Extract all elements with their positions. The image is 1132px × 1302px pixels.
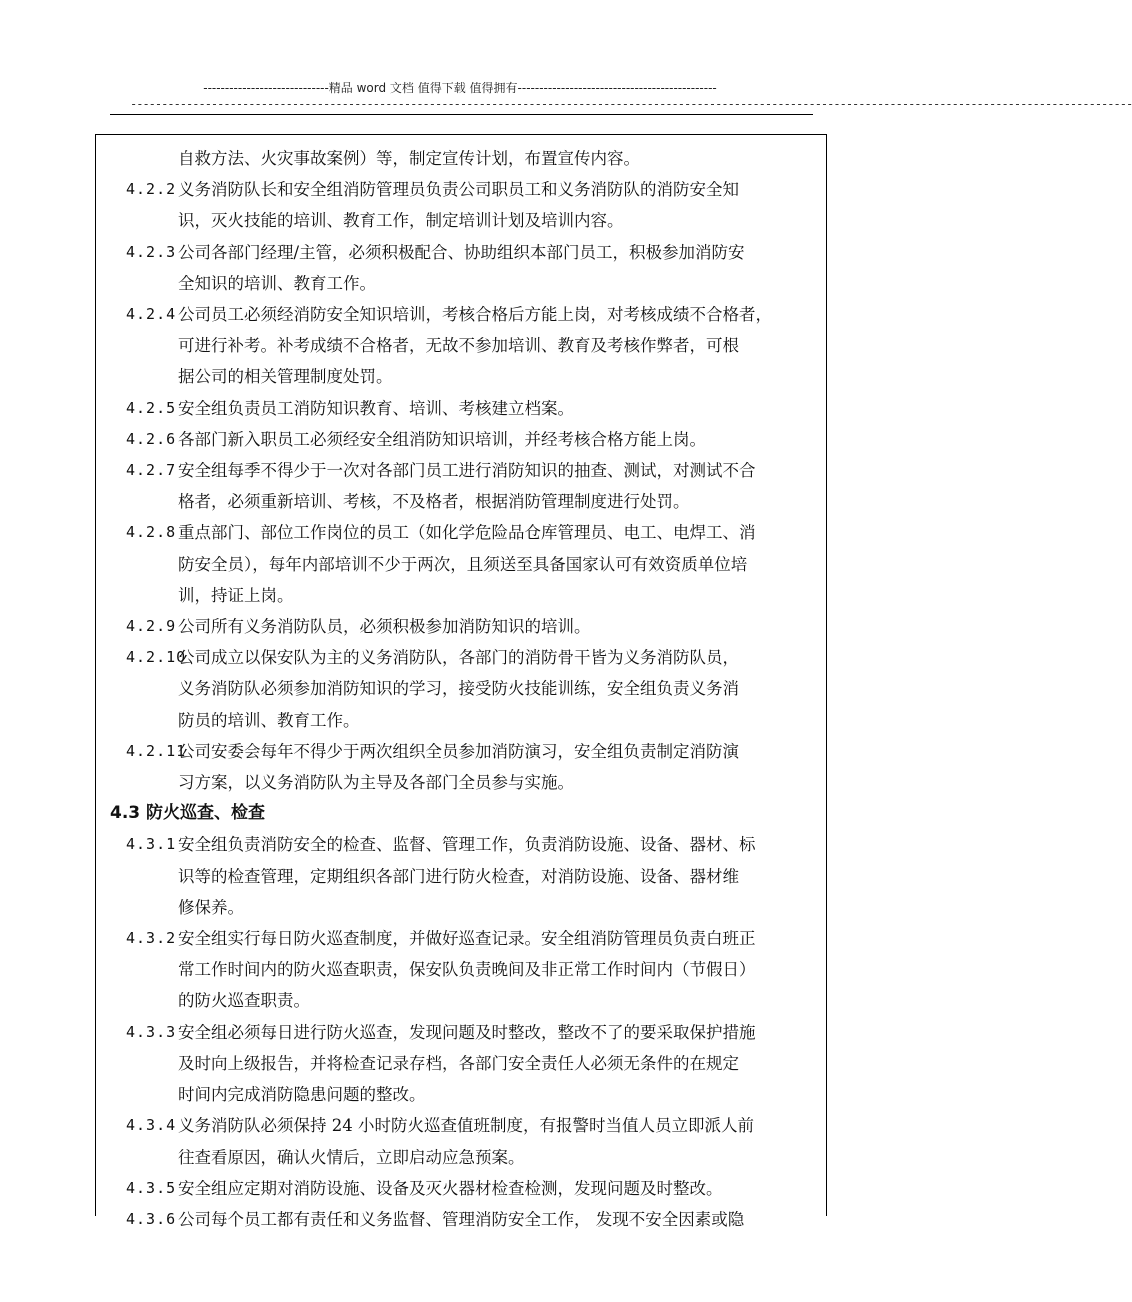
clause-text-line: 识，灭火技能的培训、教育工作，制定培训计划及培训内容。 [178,211,624,231]
header-banner: -----------------------------精品 word 文档 值得下载 值得拥有---------------------------------------------- [203,81,717,95]
clause-4-2-2 [96,174,826,236]
clause-4-3-3 [96,1017,826,1111]
clause-text-line: 义务消防队必须保持 24 小时防火巡查值班制度，有报警时当值人员立即派人前 [178,1116,754,1136]
clause-number: 4.2.9 [126,617,177,636]
clause-4-2-9 [96,611,826,642]
clause-text-line: 防员的培训、教育工作。 [178,710,360,730]
clause-continuation [96,143,826,174]
clause-4-3-4 [96,1110,826,1172]
clause-text-line: 安全组负责消防安全的检查、监督、管理工作，负责消防设施、设备、器材、标 [178,835,756,855]
clause-text-line: 公司每个员工都有责任和义务监督、管理消防安全工作， 发现不安全因素或隐 [178,1209,745,1229]
clause-number: 4.2.10 [126,648,187,667]
clause-4-3-6 [96,1204,826,1235]
clause-text-line: 的防火巡查职责。 [178,991,310,1011]
clause-text-line: 时间内完成消防隐患问题的整改。 [178,1085,426,1105]
clause-number: 4.3.3 [126,1022,177,1041]
clause-text-line: 自救方法、火灾事故案例）等，制定宣传计划，布置宣传内容。 [178,149,640,168]
clause-text-line: 常工作时间内的防火巡查职责，保安队负责晚间及非正常工作时间内（节假日） [178,960,756,980]
clause-number: 4.2.7 [126,461,177,480]
clause-text-line: 据公司的相关管理制度处罚。 [178,367,393,387]
clause-text-line: 安全组每季不得少于一次对各部门员工进行消防知识的抽查、测试，对测试不合 [178,461,756,481]
clause-text-line: 识等的检查管理，定期组织各部门进行防火检查，对消防设施、设备、器材维 [178,866,739,886]
clause-text-line: 往查看原因，确认火情后，立即启动应急预案。 [178,1147,525,1167]
clause-text-line: 公司员工必须经消防安全知识培训，考核合格后方能上岗，对考核成绩不合格者， [178,305,772,325]
clause-4-2-7 [96,455,826,517]
clause-4-2-6 [96,424,826,455]
clause-number: 4.2.11 [126,741,187,760]
clause-4-3-5 [96,1173,826,1204]
clause-number: 4.3.6 [126,1209,177,1228]
clause-number: 4.3.5 [126,1178,177,1197]
document-body [96,143,826,1235]
clause-number: 4.2.4 [126,305,177,324]
clause-4-3-1 [96,829,826,923]
clause-number: 4.2.5 [126,398,177,417]
document-frame [95,134,827,1229]
clause-text-line: 防安全员），每年内部培训不少于两次，且须送至具备国家认可有效资质单位培 [178,554,748,574]
clause-text-line: 训，持证上岗。 [178,585,294,605]
clause-number: 4.2.2 [126,180,177,199]
clause-text-line: 安全组负责员工消防知识教育、培训、考核建立档案。 [178,398,574,418]
clause-number: 4.3.2 [126,929,177,948]
clause-number: 4.2.3 [126,242,177,261]
clause-text-line: 安全组必须每日进行防火巡查，发现问题及时整改，整改不了的要采取保护措施 [178,1022,756,1042]
clause-text-line: 公司所有义务消防队员，必须积极参加消防知识的培训。 [178,617,591,637]
clause-number: 4.3.4 [126,1116,177,1135]
clause-text-line: 各部门新入职员工必须经安全组消防知识培训，并经考核合格方能上岗。 [178,429,706,449]
header-rule [110,114,813,115]
clause-text-line: 安全组实行每日防火巡查制度，并做好巡查记录。安全组消防管理员负责白班正 [178,929,756,949]
clause-number: 4.3.1 [126,835,177,854]
clause-4-2-11 [96,736,826,798]
clause-text-line: 习方案，以义务消防队为主导及各部门全员参与实施。 [178,773,574,793]
clause-text-line: 公司安委会每年不得少于两次组织全员参加消防演习，安全组负责制定消防演 [178,741,739,761]
clause-text-line: 可进行补考。补考成绩不合格者，无故不参加培训、教育及考核作弊者，可根 [178,336,739,356]
section-heading: 4.3 防火巡查、检查 [110,803,266,824]
clause-text-line: 修保养。 [178,897,244,917]
clause-number: 4.2.8 [126,523,177,542]
clause-4-2-8 [96,517,826,611]
clause-4-2-3 [96,237,826,299]
clause-text-line: 及时向上级报告，并将检查记录存档，各部门安全责任人必须无条件的在规定 [178,1053,739,1073]
clause-number: 4.2.6 [126,429,177,448]
clause-4-2-5 [96,393,826,424]
clause-text-line: 格者，必须重新培训、考核，不及格者，根据消防管理制度进行处罚。 [178,492,690,512]
clause-text-line: 公司各部门经理/主管，必须积极配合、协助组织本部门员工，积极参加消防安 [178,242,745,262]
clause-text-line: 义务消防队必须参加消防知识的学习，接受防火技能训练，安全组负责义务消 [178,679,739,699]
clause-text-line: 重点部门、部位工作岗位的员工（如化学危险品仓库管理员、电工、电焊工、消 [178,523,756,543]
clause-4-2-4 [96,299,826,393]
header-dash-line: ----------------------------------------------------------------------------------------------------------------------------------------------------------------- [130,97,1132,111]
clause-text-line: 安全组应定期对消防设施、设备及灭火器材检查检测，发现问题及时整改。 [178,1178,723,1198]
clause-text-line: 公司成立以保安队为主的义务消防队，各部门的消防骨干皆为义务消防队员， [178,648,739,668]
clause-4-2-10 [96,642,826,736]
clause-4-3-2 [96,923,826,1017]
clause-text-line: 义务消防队长和安全组消防管理员负责公司职员工和义务消防队的消防安全知 [178,180,739,200]
clause-text-line: 全知识的培训、教育工作。 [178,273,376,293]
